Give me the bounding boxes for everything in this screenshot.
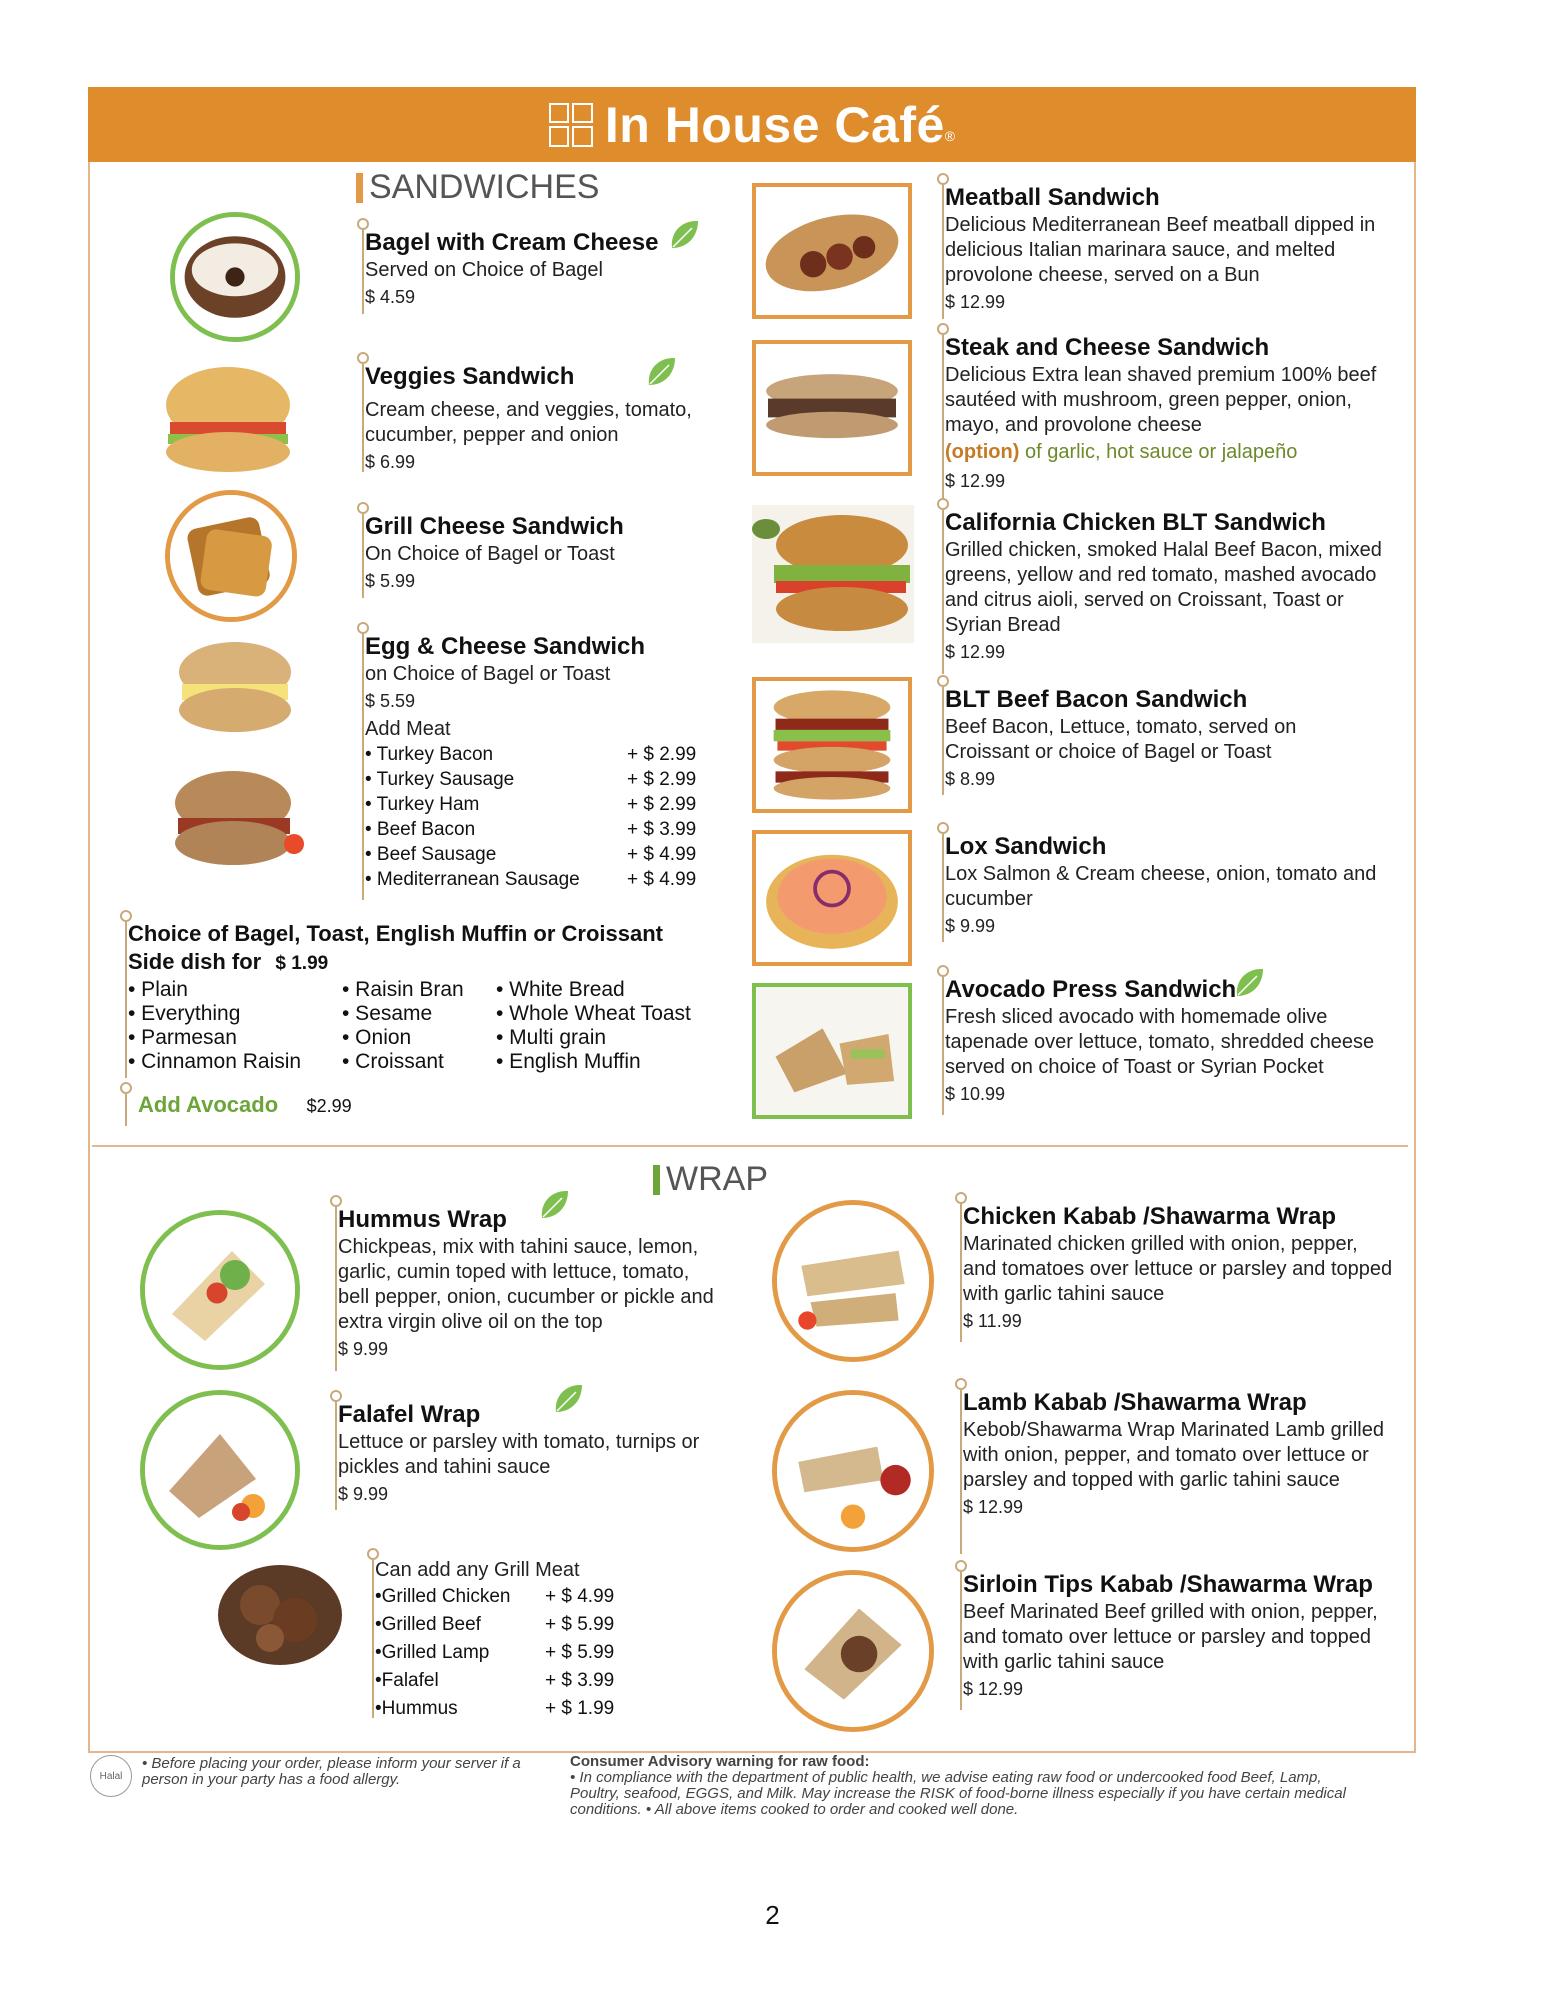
item-title: Sirloin Tips Kabab /Shawarma Wrap — [963, 1571, 1373, 1598]
side-option: • Raisin Bran — [342, 978, 464, 1001]
menu-item-egg-cheese — [365, 632, 725, 900]
menu-item-lox-sandwich — [945, 832, 1385, 942]
addon-price: + $ 5.99 — [545, 1614, 615, 1635]
add-avocado — [128, 1092, 388, 1126]
allergy-notice: • Before placing your order, please inform your server if a person in your party has a food allergy. — [142, 1755, 521, 1788]
grill-meat-list — [375, 1583, 655, 1723]
grill-meat-row — [375, 1611, 655, 1639]
side-dish-block — [128, 920, 748, 1078]
addon-name: • Turkey Sausage — [365, 769, 515, 790]
side-option: • Parmesan — [128, 1026, 237, 1049]
item-desc: Delicious Mediterranean Beef meatball dipped in delicious Italian marinara sauce, and melted provolone cheese, served on a Bun — [945, 214, 1376, 286]
item-price: $ 12.99 — [945, 292, 1006, 312]
veggies-sandwich-photo — [158, 360, 298, 478]
chicken-kabab-photo — [772, 1200, 934, 1362]
pin-icon — [937, 323, 949, 335]
pin-icon — [367, 1548, 379, 1560]
pin-icon — [357, 352, 369, 364]
item-desc: Beef Bacon, Lettuce, tomato, served on Croissant or choice of Bagel or Toast — [945, 716, 1297, 763]
registered-mark: ® — [944, 127, 956, 144]
brand — [88, 87, 1416, 162]
item-price: $ 6.99 — [365, 452, 416, 472]
steak-cheese-photo — [752, 340, 912, 476]
addon-name: •Grilled Lamp — [375, 1642, 490, 1663]
item-title: Egg & Cheese Sandwich — [365, 633, 646, 660]
item-desc: on Choice of Bagel or Toast — [365, 663, 611, 685]
side-options-col3 — [496, 978, 726, 1074]
side-option: • White Bread — [496, 978, 625, 1001]
side-option: • Everything — [128, 1002, 241, 1025]
side-option: • Sesame — [342, 1002, 433, 1025]
side-option: • Cinnamon Raisin — [128, 1050, 302, 1073]
pin-icon — [937, 965, 949, 977]
menu-item-lamb-kabab-wrap — [963, 1388, 1393, 1554]
item-price: $ 5.99 — [365, 571, 416, 591]
addon-name: • Beef Bacon — [365, 819, 476, 840]
option-label: (option) — [945, 441, 1020, 463]
egg-cheese-photo — [170, 632, 300, 742]
vegetarian-leaf-icon — [552, 1382, 584, 1416]
advisory-text: • In compliance with the department of public health, we advise eating raw food or undercooked food Beef, Lamp, Poultry, seafood, EGGS, and Milk. May increase the RISK of food-borne illness especially if you have certain medical conditions. • All above items cooked to order and cooked well done. — [570, 1769, 1346, 1818]
item-title: California Chicken BLT Sandwich — [945, 509, 1326, 536]
addon-name: • Turkey Bacon — [365, 744, 494, 765]
addon-name: • Mediterranean Sausage — [365, 869, 580, 890]
menu-item-california-blt — [945, 508, 1385, 674]
side-dish-price: $ 1.99 — [275, 953, 329, 974]
menu-item-falafel-wrap — [338, 1400, 718, 1510]
item-price: $ 5.59 — [365, 691, 416, 711]
item-title: Lamb Kabab /Shawarma Wrap — [963, 1389, 1307, 1416]
grill-meat-row — [375, 1695, 655, 1723]
california-blt-photo — [752, 505, 914, 643]
vegetarian-leaf-icon — [668, 218, 700, 252]
pin-icon — [357, 622, 369, 634]
addon-price: + $ 3.99 — [627, 819, 697, 840]
add-meat-row — [365, 742, 725, 767]
pin-icon — [330, 1195, 342, 1207]
wrap-title: WRAP — [666, 1160, 768, 1198]
item-desc: Chickpeas, mix with tahini sauce, lemon, garlic, cumin toped with lettuce, tomato, bell pepper, onion, cucumber or pickle and extra virgin olive oil on the top — [338, 1236, 714, 1333]
side-option: • Multi grain — [496, 1026, 607, 1049]
addon-price: + $ 3.99 — [545, 1670, 615, 1691]
add-meat-row — [365, 867, 725, 892]
side-options — [128, 978, 748, 1074]
page-number: 2 — [765, 1900, 780, 1930]
add-avocado-label: Add Avocado — [138, 1092, 279, 1117]
item-title: Meatball Sandwich — [945, 184, 1160, 211]
item-desc: On Choice of Bagel or Toast — [365, 543, 615, 565]
blt-beef-bacon-photo — [752, 677, 912, 813]
item-price: $ 8.99 — [945, 769, 996, 789]
cafe-logo-icon — [549, 103, 593, 147]
pin-icon — [357, 502, 369, 514]
side-option: • Whole Wheat Toast — [496, 1002, 691, 1025]
side-options-col1 — [128, 978, 342, 1074]
pin-icon — [357, 218, 369, 230]
add-meat-row — [365, 792, 725, 817]
pin-icon — [937, 498, 949, 510]
addon-name: •Hummus — [375, 1698, 458, 1719]
pin-icon — [955, 1378, 967, 1390]
addon-name: • Turkey Ham — [365, 794, 480, 815]
menu-item-sirloin-kabab-wrap — [963, 1570, 1403, 1710]
addon-price: + $ 4.99 — [545, 1586, 615, 1607]
item-price: $ 12.99 — [963, 1679, 1024, 1699]
addon-price: + $ 2.99 — [627, 794, 697, 815]
grill-meat-label: Can add any Grill Meat — [375, 1559, 580, 1581]
addon-price: + $ 4.99 — [627, 869, 697, 890]
item-desc: Served on Choice of Bagel — [365, 259, 603, 281]
add-avocado-price: $2.99 — [306, 1096, 352, 1116]
add-meat-row — [365, 817, 725, 842]
addon-price: + $ 2.99 — [627, 744, 697, 765]
sandwiches-title: SANDWICHES — [369, 168, 600, 206]
bagel-meat-photo — [168, 758, 308, 878]
grill-meat-row — [375, 1583, 655, 1611]
item-desc: Delicious Extra lean shaved premium 100% beef sautéed with mushroom, green pepper, onion, mayo, and provolone cheese — [945, 364, 1377, 436]
item-price: $ 12.99 — [945, 642, 1006, 662]
grill-meat-row — [375, 1639, 655, 1667]
heading-bar — [356, 173, 363, 203]
item-title: Avocado Press Sandwich — [945, 976, 1237, 1003]
vegetarian-leaf-icon — [645, 355, 677, 389]
addon-name: • Beef Sausage — [365, 844, 497, 865]
item-price: $ 12.99 — [945, 471, 1006, 491]
side-option: • Plain — [128, 978, 188, 1001]
lamb-kabab-photo — [772, 1390, 934, 1552]
pin-icon — [955, 1560, 967, 1572]
halal-mark-icon: Halal — [90, 1755, 132, 1797]
addon-price: + $ 4.99 — [627, 844, 697, 865]
add-meat-list — [365, 742, 725, 892]
falafel-wrap-photo — [140, 1390, 300, 1550]
item-desc: Beef Marinated Beef grilled with onion, pepper, and tomato over lettuce or parsley and topped with garlic tahini sauce — [963, 1601, 1378, 1673]
item-desc: Lox Salmon & Cream cheese, onion, tomato and cucumber — [945, 863, 1377, 910]
vegetarian-leaf-icon — [1233, 966, 1265, 1000]
item-title: Grill Cheese Sandwich — [365, 513, 624, 540]
section-divider — [92, 1145, 1408, 1147]
item-title: Steak and Cheese Sandwich — [945, 334, 1270, 361]
addon-name: •Falafel — [375, 1670, 439, 1691]
addon-price: + $ 1.99 — [545, 1698, 615, 1719]
lox-sandwich-photo — [752, 830, 912, 966]
item-price: $ 10.99 — [945, 1084, 1006, 1104]
side-option: • English Muffin — [496, 1050, 641, 1073]
item-title: Bagel with Cream Cheese — [365, 229, 659, 256]
option-text: of garlic, hot sauce or jalapeño — [1019, 441, 1298, 463]
pin-icon — [330, 1390, 342, 1402]
item-title: Chicken Kabab /Shawarma Wrap — [963, 1203, 1337, 1230]
brand-name: In House Café — [604, 96, 945, 153]
add-meat-label: Add Meat — [365, 718, 451, 740]
item-desc: Cream cheese, and veggies, tomato, cucumber, pepper and onion — [365, 399, 692, 446]
sandwiches-heading — [356, 168, 599, 207]
pin-icon — [937, 173, 949, 185]
side-options-col2 — [342, 978, 496, 1074]
item-desc: Kebob/Shawarma Wrap Marinated Lamb grilled with onion, pepper, and tomato over lettuce or parsley and topped with garlic tahini sauce — [963, 1419, 1384, 1491]
grill-meat-row — [375, 1667, 655, 1695]
side-dish-subtitle: Side dish for — [128, 949, 262, 974]
add-meat-row — [365, 767, 725, 792]
addon-name: •Grilled Beef — [375, 1614, 481, 1635]
pin-icon — [955, 1192, 967, 1204]
item-desc: Marinated chicken grilled with onion, pepper, and tomatoes over lettuce or parsley and topped with garlic tahini sauce — [963, 1233, 1393, 1305]
menu-item-hummus-wrap — [338, 1205, 718, 1371]
menu-item-meatball-sandwich — [945, 183, 1385, 319]
item-price: $ 12.99 — [963, 1497, 1024, 1517]
side-option: • Croissant — [342, 1050, 444, 1073]
side-dish-title: Choice of Bagel, Toast, English Muffin or Croissant — [128, 921, 663, 946]
item-title: Hummus Wrap — [338, 1206, 507, 1233]
side-option: • Onion — [342, 1026, 412, 1049]
menu-item-bagel-cream-cheese — [365, 228, 695, 314]
sirloin-kabab-photo — [772, 1570, 934, 1732]
avocado-press-photo — [752, 983, 912, 1119]
item-title: Veggies Sandwich — [365, 363, 575, 390]
item-price: $ 9.99 — [945, 916, 996, 936]
pin-icon — [120, 910, 132, 922]
meatball-sandwich-photo — [752, 183, 912, 319]
pin-icon — [120, 1082, 132, 1094]
item-desc: Lettuce or parsley with tomato, turnips or pickles and tahini sauce — [338, 1431, 700, 1478]
item-desc: Fresh sliced avocado with homemade olive tapenade over lettuce, tomato, shredded cheese served on choice of Toast or Syrian Pocket — [945, 1006, 1375, 1078]
pin-icon — [937, 675, 949, 687]
item-title: Falafel Wrap — [338, 1401, 481, 1428]
menu-item-chicken-kabab-wrap — [963, 1202, 1393, 1342]
item-price: $ 9.99 — [338, 1484, 389, 1504]
item-desc: Grilled chicken, smoked Halal Beef Bacon, mixed greens, yellow and red tomato, mashed avocado and citrus aioli, served on Croissant, Toast or Syrian Bread — [945, 539, 1382, 636]
grill-meat-photo — [215, 1560, 345, 1670]
add-meat-row — [365, 842, 725, 867]
wrap-heading — [653, 1160, 768, 1199]
item-price: $ 4.59 — [365, 287, 416, 307]
addon-name: •Grilled Chicken — [375, 1586, 511, 1607]
heading-bar — [653, 1165, 660, 1195]
hummus-wrap-photo — [140, 1210, 300, 1370]
grill-meat-addon — [375, 1558, 655, 1718]
item-title: BLT Beef Bacon Sandwich — [945, 686, 1248, 713]
item-title: Lox Sandwich — [945, 833, 1107, 860]
item-price: $ 9.99 — [338, 1339, 389, 1359]
vegetarian-leaf-icon — [538, 1188, 570, 1222]
menu-item-grill-cheese — [365, 512, 685, 598]
addon-price: + $ 2.99 — [627, 769, 697, 790]
bagel-cream-cheese-photo — [170, 212, 300, 342]
menu-item-steak-cheese — [945, 333, 1385, 499]
advisory-title: Consumer Advisory warning for raw food: — [570, 1753, 870, 1770]
item-price: $ 11.99 — [963, 1311, 1022, 1331]
menu-item-blt-beef-bacon — [945, 685, 1385, 795]
pin-icon — [937, 822, 949, 834]
menu-item-avocado-press — [945, 975, 1405, 1115]
grill-cheese-photo — [165, 490, 297, 622]
addon-price: + $ 5.99 — [545, 1642, 615, 1663]
